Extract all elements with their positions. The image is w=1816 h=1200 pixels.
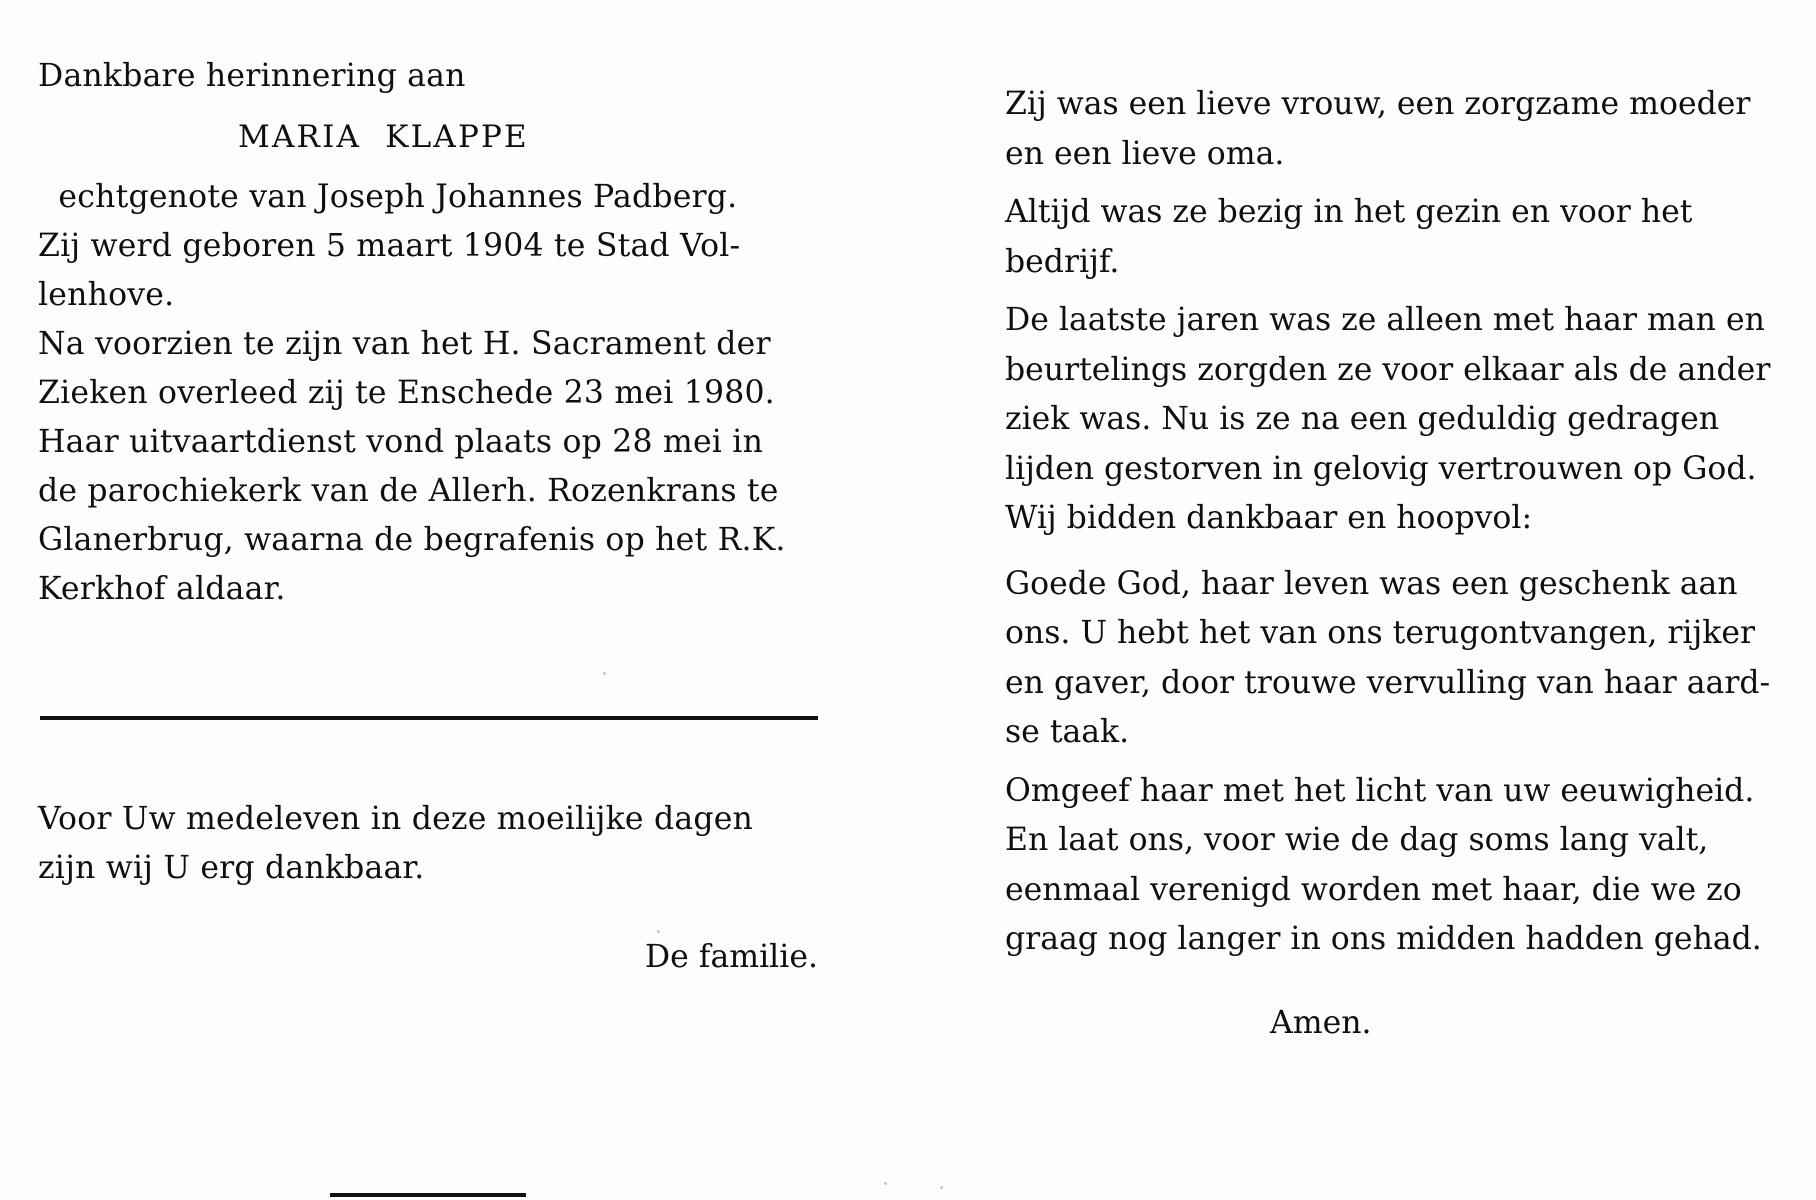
- prayer-line: se taak.: [1005, 714, 1130, 750]
- prayer-line: en gaver, door trouwe vervulling van haar aard-: [1005, 664, 1771, 701]
- right-column: [860, 0, 1816, 1200]
- prayer-line: lijden gestorven in gelovig vertrouwen op God.: [1005, 450, 1757, 487]
- prayer-line: ons. U hebt het van ons terugontvangen, rijker: [1005, 615, 1756, 651]
- intro-line: Dankbare herinnering aan: [38, 58, 466, 94]
- prayer-line: ziek was. Nu is ze na een geduldig gedragen: [1005, 401, 1720, 437]
- biography-line: Glanerbrug, waarna de begrafenis op het R.K.: [38, 522, 786, 558]
- prayer-line: Zij was een lieve vrouw, een zorgzame moeder: [1005, 86, 1751, 122]
- signature: De familie.: [644, 939, 818, 975]
- biography-line: Zieken overleed zij te Enschede 23 mei 1980.: [38, 375, 775, 411]
- prayer-line: Altijd was ze bezig in het gezin en voor het: [1005, 194, 1693, 230]
- paragraph-spacer: [1005, 287, 1776, 296]
- biography-line: Haar uitvaartdienst vond plaats op 28 mei in: [38, 424, 764, 460]
- paragraph-spacer: [1005, 758, 1776, 767]
- thanks-block: [38, 795, 828, 982]
- prayer-paragraph: [1005, 80, 1776, 179]
- prayer-line: Omgeef haar met het licht van uw eeuwigheid.: [1005, 772, 1755, 809]
- biography-line: de parochiekerk van de Allerh. Rozenkrans te: [38, 473, 779, 509]
- paper-speck: [603, 672, 606, 675]
- biography-line: Zij werd geboren 5 maart 1904 te Stad Vol-: [38, 228, 741, 264]
- paragraph-spacer: [1005, 179, 1776, 188]
- prayer-paragraph: [1005, 767, 1776, 965]
- biography-line: Kerkhof aldaar.: [38, 571, 286, 607]
- paragraph-spacer: [1005, 544, 1776, 560]
- thanks-line: Voor Uw medeleven in deze moeilijke dagen: [38, 801, 754, 837]
- biography-line: lenhove.: [38, 277, 175, 313]
- prayer-line: De laatste jaren was ze alleen met haar man en: [1005, 302, 1765, 338]
- left-column: [0, 0, 860, 1200]
- deceased-name: MARIA KLAPPE: [238, 119, 529, 155]
- biography-line: Na voorzien te zijn van het H. Sacrament der: [38, 326, 771, 362]
- paper-speck: [657, 930, 660, 933]
- biography-line: echtgenote van Joseph Johannes Padberg.: [38, 179, 738, 215]
- prayer-paragraph: [1005, 188, 1776, 287]
- prayer-line: eenmaal verenigd worden met haar, die we zo: [1005, 871, 1742, 908]
- bottom-divider: [330, 1193, 526, 1197]
- prayer-paragraph: [1005, 560, 1776, 758]
- prayer-line: en een lieve oma.: [1005, 135, 1285, 172]
- amen-line: Amen.: [1270, 1004, 1372, 1041]
- paper-speck: [884, 1182, 887, 1185]
- prayer-line: En laat ons, voor wie de dag soms lang valt,: [1005, 822, 1709, 858]
- prayer-paragraph: [1005, 296, 1776, 544]
- prayer-line: graag nog langer in ons midden hadden gehad.: [1005, 921, 1762, 957]
- prayer-line: beurtelings zorgden ze voor elkaar als de ander: [1005, 351, 1771, 388]
- prayer-line: Goede God, haar leven was een geschenk aan: [1005, 565, 1738, 602]
- horizontal-divider: [40, 716, 818, 720]
- prayer-line: Wij bidden dankbaar en hoopvol:: [1005, 500, 1533, 536]
- thanks-line: zijn wij U erg dankbaar.: [38, 850, 425, 886]
- prayer-line: bedrijf.: [1005, 243, 1120, 280]
- paper-speck: [940, 1186, 943, 1189]
